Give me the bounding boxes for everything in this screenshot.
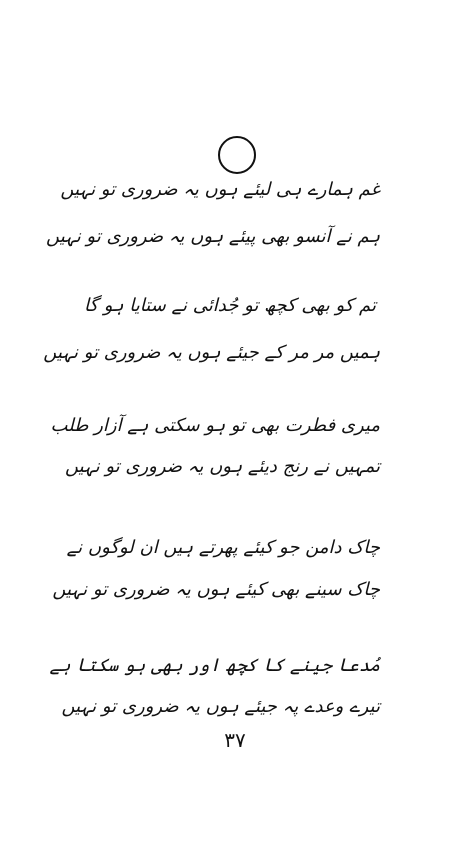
stanza-2-line-2: ہمیں مر مر کے جیئے ہوں یہ ضروری تو نہیں xyxy=(43,342,380,363)
stanza-5-line-2: تیرے وعدے پہ جیئے ہوں یہ ضروری تو نہیں xyxy=(61,696,380,717)
stanza-1-line-1: غم ہمارے ہی لیئے ہوں یہ ضروری تو نہیں xyxy=(60,179,380,200)
stanza-4-line-2: چاک سینے بھی کیئے ہوں یہ ضروری تو نہیں xyxy=(52,579,380,600)
stanza-4-line-1: چاک دامن جو کیئے پھرتے ہیں ان لوگوں نے xyxy=(66,537,380,558)
circle-ornament-icon xyxy=(218,136,256,174)
stanza-2-line-1: تم کو بھی کچھ تو جُدائی نے ستایا ہو گا xyxy=(83,295,377,316)
stanza-1-line-2: ہم نے آنسو بھی پیئے ہوں یہ ضروری تو نہیں xyxy=(46,226,380,247)
stanza-3-line-1: میری فطرت بھی تو ہو سکتی ہے آزار طلب xyxy=(50,415,380,436)
stanza-3-line-2: تمہیں نے رنج دیئے ہوں یہ ضروری تو نہیں xyxy=(64,456,380,477)
stanza-5-line-1: مُدعا جینے کا کچھ اور بھی ہو سکتا ہے xyxy=(49,655,380,676)
page-number: ۳۷ xyxy=(224,728,246,752)
